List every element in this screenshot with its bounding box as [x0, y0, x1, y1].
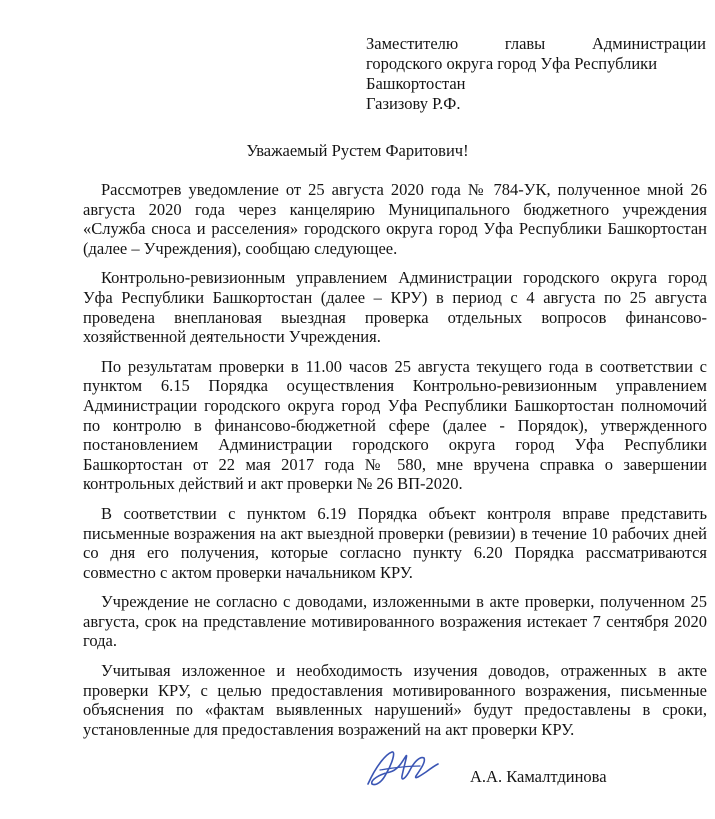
- letter-body: [83, 180, 707, 749]
- paragraph-5: Учреждение не согласно с доводами, изложенными в акте проверки, полученном 25 августа, срок на представление мотивированного возражения истекает 7 сентября 2020 года.: [83, 592, 707, 651]
- addressee-line-2: городского округа город Уфа Республики: [366, 54, 658, 73]
- addressee-line-1: Заместителю главы Администрации: [366, 34, 706, 53]
- paragraph-2: Контрольно-ревизионным управлением Администрации городского округа город Уфа Республики Башкортостан (далее – КРУ) в период с 4 августа по 25 августа проведена внеплановая выездная проверка отдельных вопросов финансово-хозяйственной деятельности Учреждения.: [83, 268, 707, 347]
- signatory-name: А.А. Камалтдинова: [470, 767, 607, 786]
- paragraph-4: В соответствии с пунктом 6.19 Порядка объект контроля вправе представить письменные возражения на акт выездной проверки (ревизии) в течение 10 рабочих дней со дня его получения, которые согласно пункту 6.20 Порядка рассматриваются совместно с актом проверки начальником КРУ.: [83, 503, 707, 582]
- paragraph-3: По результатам проверки в 11.00 часов 25 августа текущего года в соответствии с пунктом 6.15 Порядка осуществления Контрольно-ревизионным управлением Администрации городского округа город Уфа Республики Башкортостан полномочий по контролю в финансово-бюджетной сфере (далее - Порядок), утвержденного постановлением Администрации городского округа город Уфа Республики Башкортостан от 22 мая 2017 года № 580, мне вручена справка о завершении контрольных действий и акт проверки № 26 ВП-2020.: [83, 356, 707, 494]
- addressee-block: [366, 34, 706, 114]
- addressee-line-4: Газизову Р.Ф.: [366, 94, 461, 113]
- handwritten-signature: [362, 744, 442, 796]
- paragraph-1: Рассмотрев уведомление от 25 августа 2020 года № 784-УК, полученное мной 26 августа 2020 года через канцелярию Муниципального бюджетного учреждения «Служба сноса и расселения» городского округа город Уфа Республики Башкортостан (далее – Учреждения), сообщаю следующее.: [83, 180, 707, 258]
- paragraph-6: Учитывая изложенное и необходимость изучения доводов, отраженных в акте проверки КРУ, с целью предоставления мотивированного возражения, письменные объяснения по «фактам выявленных нарушений» будут предоставлены в сроки, установленные для предоставления возражений на акт проверки КРУ.: [83, 661, 707, 739]
- addressee-line-3: Башкортостан: [366, 74, 466, 93]
- greeting: Уважаемый Рустем Фаритович!: [246, 141, 469, 160]
